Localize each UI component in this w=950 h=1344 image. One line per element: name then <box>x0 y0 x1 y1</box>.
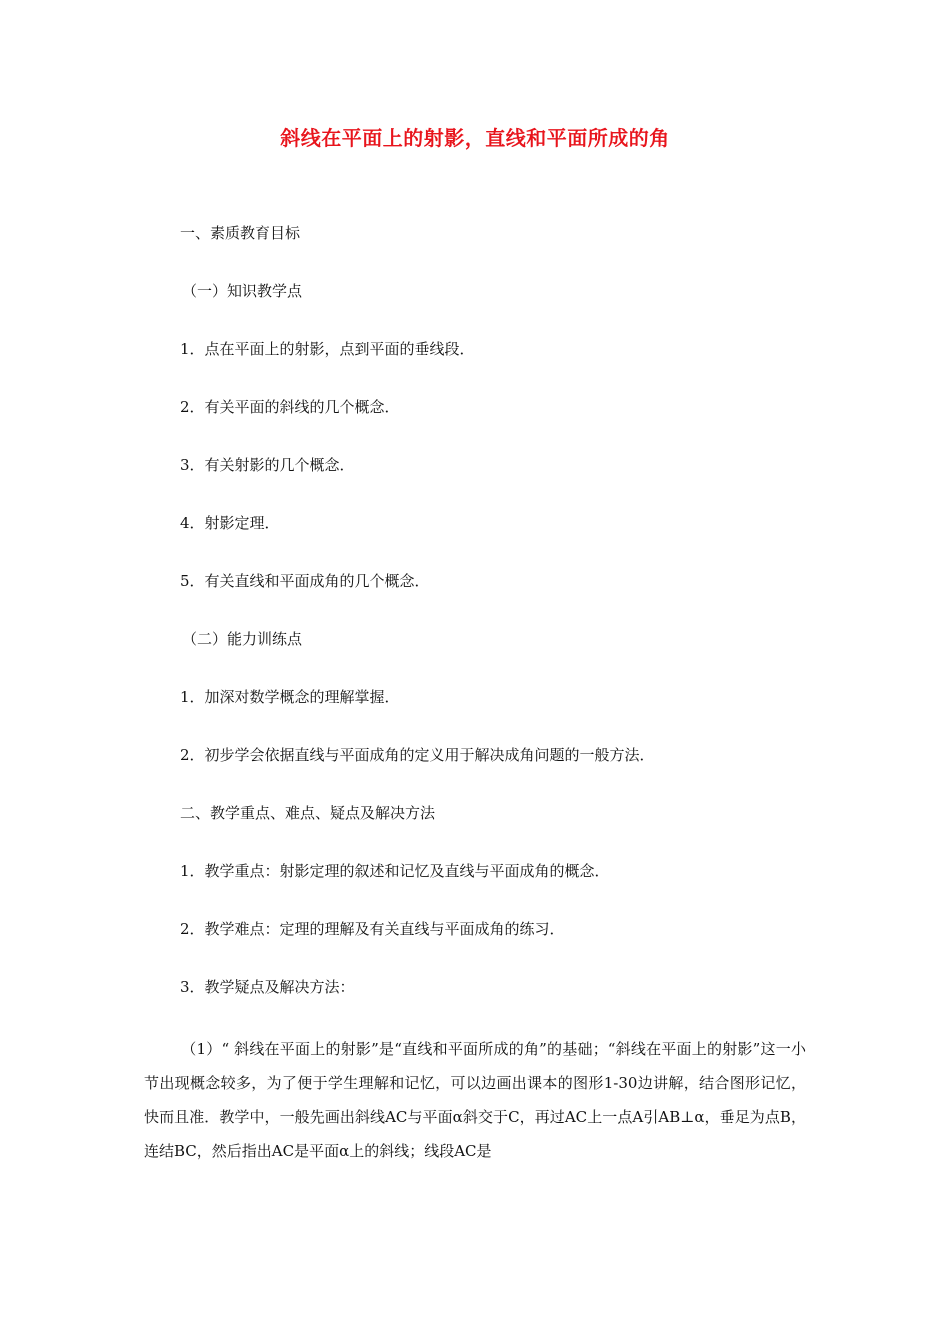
list-item: 3．教学疑点及解决方法： <box>180 978 355 996</box>
section-heading: 一、素质教育目标 <box>180 224 301 242</box>
list-item: 5．有关直线和平面成角的几个概念． <box>180 572 430 590</box>
list-item: 2．初步学会依据直线与平面成角的定义用于解决成角问题的一般方法． <box>180 746 655 764</box>
body-paragraph-text: （1）“ 斜线在平面上的射影”是“直线和平面所成的角”的基础；“斜线在平面上的射影”这一小节出现概念较多，为了便于学生理解和记忆，可以边画出课本的图形1-30边讲解，结合图形记忆，快而且准．教学中，一般先画出斜线AC与平面α斜交于C，再过AC上一点A引AB⊥α，垂足为点B，连结BC，然后指出AC是平面α上的斜线；线段AC是 <box>144 1040 806 1160</box>
subsection-heading: （一）知识教学点 <box>182 282 303 300</box>
body-paragraph <box>144 1032 806 1168</box>
list-item: 4．射影定理． <box>180 514 280 532</box>
list-item: 2．教学难点：定理的理解及有关直线与平面成角的练习． <box>180 920 565 938</box>
list-item: 1．加深对数学概念的理解掌握． <box>180 688 400 706</box>
list-item: 3．有关射影的几个概念． <box>180 456 355 474</box>
list-item: 1．点在平面上的射影，点到平面的垂线段． <box>180 340 475 358</box>
list-item: 1．教学重点：射影定理的叙述和记忆及直线与平面成角的概念． <box>180 862 610 880</box>
section-heading: 二、教学重点、难点、疑点及解决方法 <box>180 804 436 822</box>
document-title: 斜线在平面上的射影，直线和平面所成的角 <box>280 126 670 150</box>
list-item: 2．有关平面的斜线的几个概念． <box>180 398 400 416</box>
subsection-heading: （二）能力训练点 <box>182 630 303 648</box>
